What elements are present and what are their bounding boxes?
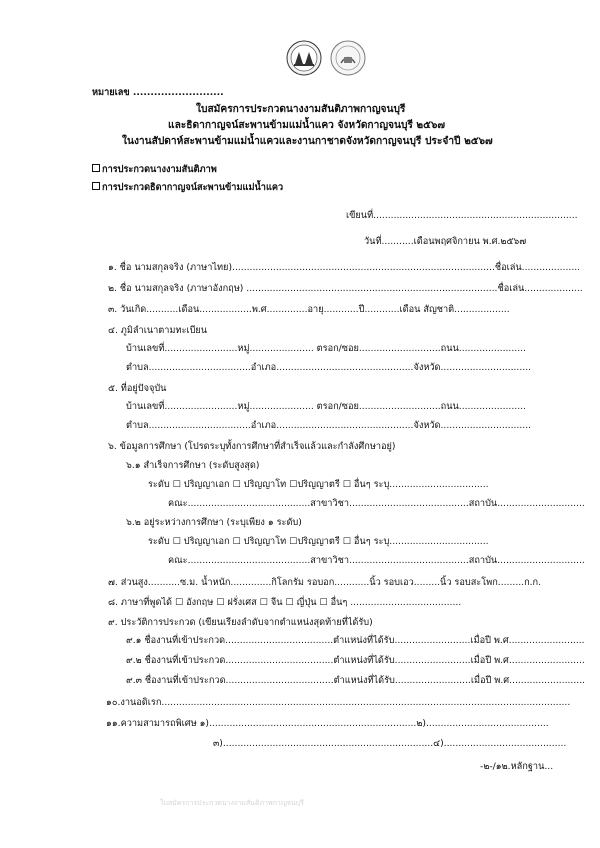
date-field[interactable]: วันที่...........เดือนพฤศจิกายน พ.ศ.๒๕๖๗ [364, 236, 527, 247]
contest-option-1[interactable] [92, 164, 217, 175]
red-cross-fair-logo [330, 40, 366, 76]
field-measurements[interactable]: ๗. ส่วนสูง...........ซ.ม. น้ำหนัก..............กิโลกรัม รอบอก............นิ้ว รอบเอว.........นิ้ว รอบสะโพก.........ก.ก. [108, 577, 542, 588]
written-at-field[interactable]: เขียนที่...................................................................... [346, 210, 578, 221]
field-current-address[interactable]: บ้านเลขที่.........................หมู่...................... ตรอก/ซอย............................ถนน....................... [126, 401, 526, 412]
title-line-2: และธิดากาญจน์สะพานข้ามแม่น้ำแคว จังหวัดกาญจนบุรี ๒๕๖๗ [168, 120, 445, 131]
page-continuation-note: -๒-/๑๒.หลักฐาน... [480, 761, 554, 772]
field-hobbies[interactable]: ๑๐.งานอดิเรก............................................................................................................................................ [106, 697, 571, 708]
contest-option-2-label: การประกวดธิดากาญจน์สะพานข้ามแม่น้ำแคว [102, 182, 284, 193]
kanchanaburi-logo [286, 40, 322, 76]
title-line-1: ใบสมัครการประกวดนางงามสันติภาพกาญจนบุรี [196, 104, 406, 115]
title-line-3: ในงานสัปดาห์สะพานข้ามแม่น้ำแควและงานกาชาดจังหวัดกาญจนบุรี ประจำปี ๒๕๖๗ [122, 136, 493, 147]
field-domicile-heading: ๔. ภูมิลำเนาตามทะเบียน [108, 325, 208, 336]
field-contest-history-2[interactable]: ๙.๒ ชื่องานที่เข้าประกวด.....................................ตำแหน่งที่ได้รับ..........................เมื่อปี พ.ศ.......................... [126, 655, 585, 666]
field-education-completed-detail[interactable]: คณะ..........................................สาขาวิชา.........................................สถาบัน.............................. [168, 498, 585, 509]
field-birthdate[interactable]: ๓. วันเกิด...........เดือน..................พ.ศ..............อายุ............ปี............เดือน สัญชาติ................... [108, 304, 510, 315]
field-languages[interactable]: ๘. ภาษาที่พูดได้ ☐ อังกฤษ ☐ ฝรั่งเศส ☐ จีน ☐ ญี่ปุ่น ☐ อื่นๆ ...................................... [108, 597, 462, 608]
field-special-skills-2[interactable]: ๓)........................................................................๔).......................................... [213, 738, 567, 749]
field-education-current-level[interactable]: ระดับ ☐ ปริญญาเอก ☐ ปริญญาโท ☐ปริญญาตรี ☐ อื่นๆ ระบุ.................................. [148, 536, 489, 547]
doc-number: หมายเลข .......................... [92, 87, 224, 98]
field-education-current-heading: ๖.๒ อยู่ระหว่างการศึกษา (ระบุเพียง ๑ ระดับ) [126, 517, 302, 528]
field-english-name[interactable]: ๒. ชื่อ นามสกุลจริง (ภาษาอังกฤษ) ......................................................................................ชื่อเล่น.................... [108, 283, 583, 294]
field-contest-history-3[interactable]: ๙.๓ ชื่องานที่เข้าประกวด.....................................ตำแหน่งที่ได้รับ..........................เมื่อปี พ.ศ.......................... [126, 675, 586, 686]
checkbox-peace-pageant[interactable] [92, 164, 100, 172]
field-current-district[interactable]: ตำบล...................................อำเภอ...............................................จังหวัด............................... [126, 420, 532, 431]
field-domicile-address[interactable]: บ้านเลขที่.........................หมู่...................... ตรอก/ซอย............................ถนน....................... [126, 343, 526, 354]
field-education-current-detail[interactable]: คณะ..........................................สาขาวิชา.........................................สถาบัน.............................. [168, 555, 585, 566]
field-special-skills[interactable]: ๑๑.ความสามารถพิเศษ ๑).......................................................................๒).......................................... [106, 718, 549, 729]
field-contest-history-1[interactable]: ๙.๑ ชื่องานที่เข้าประกวด.....................................ตำแหน่งที่ได้รับ..........................เมื่อปี พ.ศ.......................... [126, 635, 585, 646]
field-education-completed-heading: ๖.๑ สำเร็จการศึกษา (ระดับสูงสุด) [126, 460, 260, 471]
field-contest-history-heading: ๙. ประวัติการประกวด (เขียนเรียงลำดับจากตำแหน่งสุดท้ายที่ได้รับ) [108, 617, 373, 628]
contest-option-2[interactable] [92, 182, 283, 193]
contest-option-1-label: การประกวดนางงามสันติภาพ [102, 164, 217, 175]
field-current-address-heading: ๕. ที่อยู่ปัจจุบัน [108, 383, 167, 394]
field-education-heading: ๖. ข้อมูลการศึกษา (โปรดระบุทั้งการศึกษาที่สำเร็จแล้วและกำลังศึกษาอยู่) [108, 441, 396, 452]
field-domicile-district[interactable]: ตำบล...................................อำเภอ...............................................จังหวัด............................... [126, 362, 532, 373]
field-thai-name[interactable]: ๑. ชื่อ นามสกุลจริง (ภาษาไทย)..........................................................................................ชื่อเล่น.................... [108, 262, 581, 273]
checkbox-river-kwai-bridge-pageant[interactable] [92, 182, 100, 190]
footer-ghost-text: ใบสมัครการประกวดนางงามสันติภาพกาญจนบุรี [160, 799, 304, 807]
field-education-completed-level[interactable]: ระดับ ☐ ปริญญาเอก ☐ ปริญญาโท ☐ปริญญาตรี ☐ อื่นๆ ระบุ.................................. [148, 479, 489, 490]
